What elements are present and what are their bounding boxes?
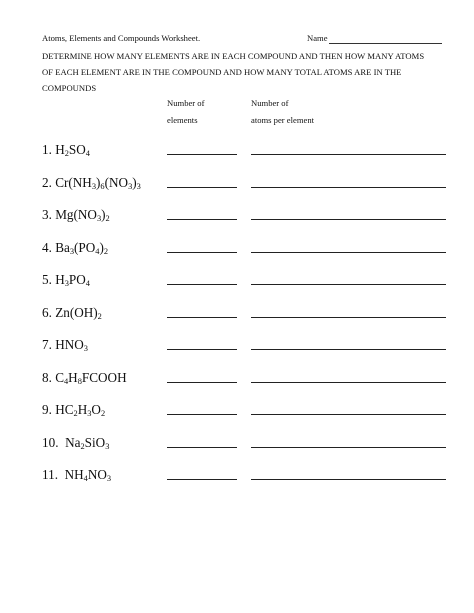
formula-text: (PO [74, 239, 96, 255]
formula-text: NO [87, 467, 107, 482]
answer-blank-elements[interactable] [167, 447, 237, 448]
answer-blank-atoms-per-element[interactable] [251, 447, 446, 448]
question-1 [42, 142, 90, 158]
formula-subscript: 3 [91, 181, 97, 191]
formula-subscript: 6 [100, 181, 105, 191]
answer-blank-elements[interactable] [167, 414, 237, 415]
answer-blank-atoms-per-element[interactable] [251, 382, 446, 383]
question-5 [42, 272, 90, 288]
chemical-formula [55, 402, 105, 417]
question-number: 9. [42, 402, 52, 417]
question-number: 6. [42, 304, 52, 320]
column-header-atoms-line-1: Number of [251, 98, 289, 108]
chemical-formula [65, 435, 109, 450]
column-header-atoms-line-2: atoms per element [251, 115, 314, 125]
formula-subscript: 4 [63, 376, 69, 386]
question-4 [42, 240, 108, 256]
formula-text: Zn(OH) [55, 304, 98, 320]
column-header-elements-line-2: elements [167, 115, 198, 125]
question-11 [42, 467, 111, 483]
formula-text: ) [99, 239, 104, 255]
formula-text: Ba [55, 239, 70, 255]
formula-text: H [55, 142, 65, 157]
question-number: 3. [42, 207, 52, 222]
chemical-formula [55, 240, 108, 255]
question-6 [42, 305, 102, 321]
question-3 [42, 207, 110, 223]
question-2 [42, 175, 141, 191]
question-number: 8. [42, 369, 52, 385]
question-10 [42, 435, 109, 451]
question-number: 5. [42, 272, 52, 287]
answer-blank-elements[interactable] [167, 284, 237, 285]
question-number: 7. [42, 337, 52, 352]
question-number: 2. [42, 174, 52, 190]
formula-subscript: 3 [69, 246, 75, 256]
formula-subscript: 2 [80, 441, 85, 451]
question-number: 11. [42, 467, 58, 482]
formula-text: ) [101, 207, 106, 222]
formula-subscript: 2 [97, 311, 102, 321]
formula-subscript: 2 [64, 149, 69, 158]
formula-subscript: 3 [128, 181, 133, 191]
question-number: 10. [42, 434, 59, 450]
formula-text: Mg(NO [55, 207, 97, 222]
formula-text: SiO [84, 434, 106, 450]
formula-text: FCOOH [81, 369, 127, 385]
formula-subscript: 4 [95, 246, 100, 256]
name-label: Name [307, 33, 328, 43]
question-8 [42, 370, 127, 386]
formula-subscript: 3 [136, 181, 141, 191]
answer-blank-atoms-per-element[interactable] [251, 154, 446, 155]
formula-text: HNO [55, 337, 84, 352]
formula-subscript: 2 [73, 409, 78, 418]
formula-text: ) [96, 174, 101, 190]
column-header-elements-line-1: Number of [167, 98, 205, 108]
formula-text: (NO [104, 174, 129, 190]
answer-blank-elements[interactable] [167, 382, 237, 383]
answer-blank-elements[interactable] [167, 252, 237, 253]
formula-text: NH [64, 467, 84, 482]
question-7 [42, 337, 88, 353]
question-9 [42, 402, 105, 418]
chemical-formula [55, 207, 110, 222]
formula-text: SO [68, 142, 86, 157]
formula-subscript: 2 [103, 246, 109, 256]
chemical-formula [55, 305, 102, 320]
chemical-formula [65, 467, 112, 482]
answer-blank-elements[interactable] [167, 219, 237, 220]
formula-text: PO [68, 272, 86, 287]
formula-text: C [55, 369, 64, 385]
answer-blank-atoms-per-element[interactable] [251, 349, 446, 350]
answer-blank-elements[interactable] [167, 479, 237, 480]
answer-blank-atoms-per-element[interactable] [251, 284, 446, 285]
name-field-line[interactable] [329, 43, 442, 44]
formula-subscript: 2 [105, 214, 110, 223]
formula-text: H [77, 402, 88, 417]
formula-text: Na [65, 434, 81, 450]
formula-subscript: 3 [64, 279, 69, 288]
chemical-formula [55, 142, 90, 157]
answer-blank-atoms-per-element[interactable] [251, 479, 446, 480]
formula-subscript: 3 [106, 474, 112, 483]
formula-subscript: 8 [77, 376, 82, 386]
answer-blank-elements[interactable] [167, 349, 237, 350]
chemical-formula [55, 370, 126, 385]
formula-subscript: 4 [85, 279, 90, 288]
answer-blank-atoms-per-element[interactable] [251, 187, 446, 188]
chemical-formula [55, 337, 88, 352]
formula-subscript: 3 [105, 441, 110, 451]
question-number: 1. [42, 142, 52, 157]
question-number: 4. [42, 239, 52, 255]
formula-subscript: 3 [83, 344, 88, 353]
formula-subscript: 4 [85, 149, 90, 158]
answer-blank-elements[interactable] [167, 154, 237, 155]
formula-text: O [91, 402, 101, 417]
formula-text: H [68, 369, 78, 385]
instructions-line-2: OF EACH ELEMENT ARE IN THE COMPOUND AND HOW MANY TOTAL ATOMS ARE IN THE [42, 67, 402, 77]
answer-blank-atoms-per-element[interactable] [251, 252, 446, 253]
formula-subscript: 2 [100, 409, 106, 418]
formula-subscript: 3 [96, 214, 102, 223]
formula-text: ) [132, 174, 137, 190]
answer-blank-elements[interactable] [167, 317, 237, 318]
answer-blank-atoms-per-element[interactable] [251, 219, 446, 220]
chemical-formula [55, 272, 90, 287]
formula-text: Cr(NH [55, 174, 92, 190]
worksheet-title: Atoms, Elements and Compounds Worksheet. [42, 33, 201, 43]
formula-text: HC [55, 402, 74, 417]
instructions-line-1: DETERMINE HOW MANY ELEMENTS ARE IN EACH COMPOUND AND THEN HOW MANY ATOMS [42, 51, 425, 61]
chemical-formula [55, 175, 141, 190]
formula-text: H [55, 272, 65, 287]
answer-blank-elements[interactable] [167, 187, 237, 188]
formula-subscript: 3 [87, 409, 92, 418]
answer-blank-atoms-per-element[interactable] [251, 317, 446, 318]
instructions-line-3: COMPOUNDS [42, 83, 97, 93]
formula-subscript: 4 [83, 474, 88, 483]
answer-blank-atoms-per-element[interactable] [251, 414, 446, 415]
